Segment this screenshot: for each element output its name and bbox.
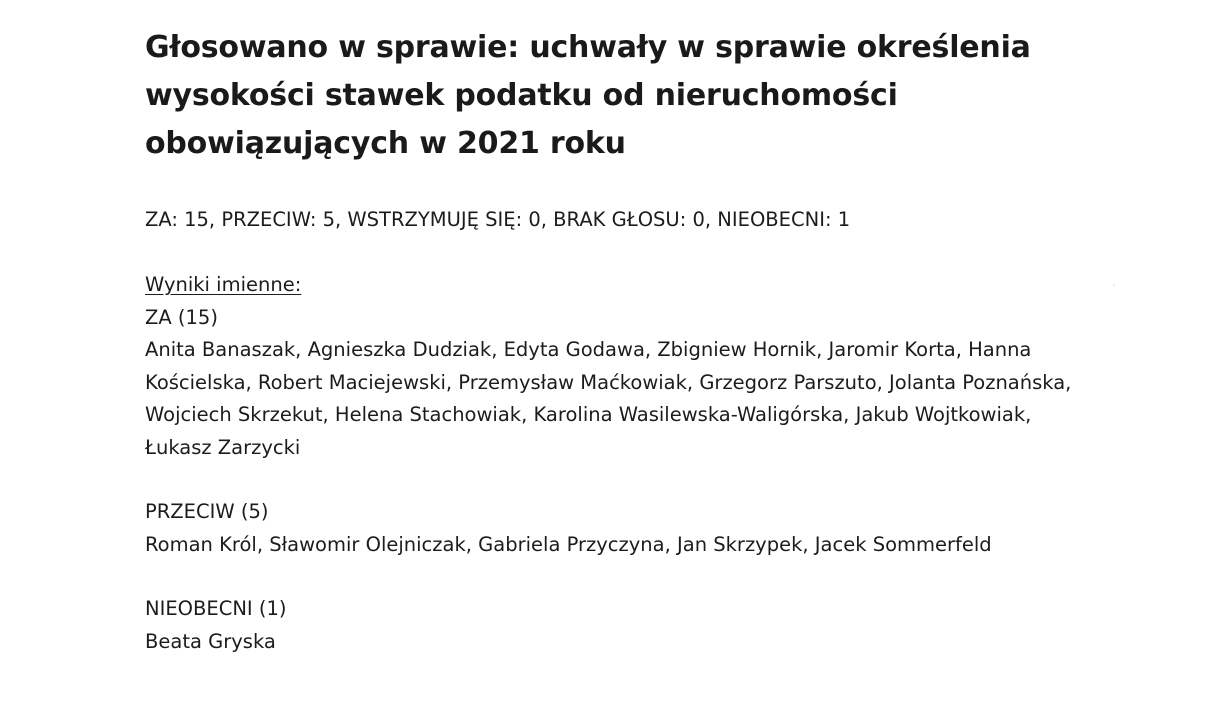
page-title: Głosowano w sprawie: uchwały w sprawie określenia wysokości stawek podatku od nieruchomości obowiązujących w 2021 roku [145, 30, 1031, 161]
group-header: NIEOBECNI (1) [145, 597, 287, 620]
group-names: Anita Banaszak, Agnieszka Dudziak, Edyta Godawa, Zbigniew Hornik, Jaromir Korta, Hanna Kościelska, Robert Maciejewski, Przemysław Maćkowiak, Grzegorz Parszuto, Jolanta Poznańska, Wojciech Skrzekut, Helena Stachowiak, Karolina Wasilewska-Waligórska, Jakub Wojtkowiak, Łukasz Zarzycki [145, 338, 1072, 459]
document-page [145, 24, 1105, 653]
scan-speck [1113, 284, 1115, 286]
results-heading: Wyniki imienne: [145, 273, 302, 296]
vote-summary: ZA: 15, PRZECIW: 5, WSTRZYMUJĘ SIĘ: 0, BRAK GŁOSU: 0, NIEOBECNI: 1 [145, 208, 851, 231]
vote-group-za [145, 302, 1075, 465]
named-results [145, 269, 1075, 658]
group-names: Beata Gryska [145, 629, 276, 653]
vote-group-nieobecni [145, 593, 1075, 658]
group-header: ZA (15) [145, 305, 218, 329]
group-header: PRZECIW (5) [145, 500, 269, 523]
group-names: Roman Król, Sławomir Olejniczak, Gabriela Przyczyna, Jan Skrzypek, Jacek Sommerfeld [145, 532, 992, 556]
vote-group-przeciw [145, 496, 1075, 561]
